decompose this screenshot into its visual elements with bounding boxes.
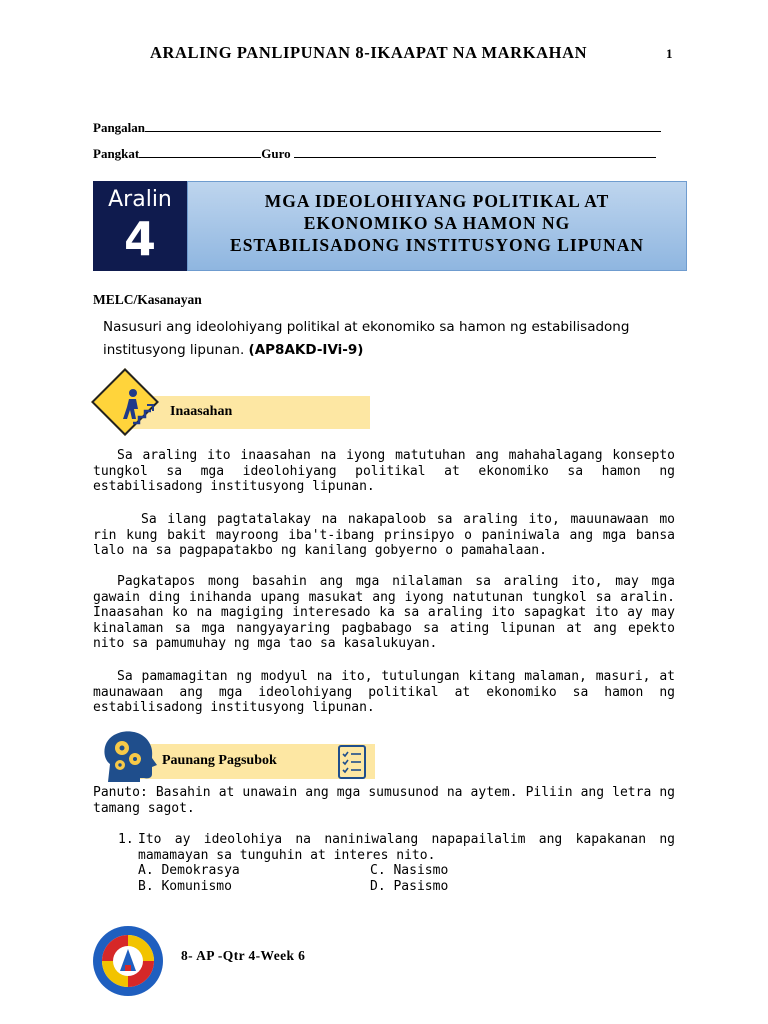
page-number: 1 — [666, 46, 673, 61]
inaasahan-paragraph: Sa araling ito inaasahan na iyong matutuhan ang mahahalagang konsepto tungkol sa mga ideolohiyang politikal at ekonomiko sa hamon ng estabilisadong institusyong lipunan. — [93, 448, 675, 495]
test-instructions: Panuto: Basahin at unawain ang mga sumusunod na aytem. Piliin ang letra ng tamang sagot. — [93, 785, 675, 816]
name-blank — [145, 120, 661, 132]
question-text: Ito ay ideolohiya na naniniwalang napapailalim ang kapakanan ng mamamayan sa tunguhin at interes nito. — [138, 832, 675, 863]
melc-code: (AP8AKD-IVi-9) — [248, 342, 364, 358]
group-teacher-line — [93, 146, 656, 162]
teacher-blank — [294, 146, 656, 158]
checklist-icon — [338, 745, 366, 779]
group-blank — [139, 146, 261, 158]
teacher-label: Guro — [261, 146, 291, 161]
melc-label: MELC/Kasanayan — [93, 292, 202, 307]
name-line — [93, 120, 661, 136]
climbing-stairs-icon — [103, 379, 165, 441]
melc-description: Nasusuri ang ideolohiyang politikal at ekonomiko sa hamon ng estabilisadong institusyong lipunan. — [103, 319, 630, 358]
inaasahan-paragraph: Sa pamamagitan ng modyul na ito, tutulungan kitang malaman, masuri, at maunawaan ang mga ideolohiyang politikal at ekonomiko sa hamon ng estabilisadong institusyong lipunan. — [93, 669, 675, 716]
inaasahan-paragraph: Sa ilang pagtatalakay na nakapaloob sa araling ito, mauunawaan mo rin kung bakit mayroong iba't-ibang prinsipyo o paniniwala ang mga bansa lalo na sa pagpapatakbo ng kanilang gobyerno o pamahalaan. — [93, 512, 675, 559]
schools-division-office-seal — [92, 925, 164, 997]
choice-a: A. Demokrasya — [138, 863, 240, 878]
melc-text — [103, 316, 683, 362]
choice-d: D. Pasismo — [370, 879, 449, 894]
lesson-title-line: EKONOMIKO SA HAMON NG — [303, 213, 571, 233]
choice-b: B. Komunismo — [138, 879, 232, 894]
document-header-title: ARALING PANLIPUNAN 8-IKAAPAT NA MARKAHAN — [150, 43, 588, 62]
lesson-title-line: MGA IDEOLOHIYANG POLITIKAL AT — [264, 191, 610, 211]
group-label: Pangkat — [93, 146, 140, 161]
thinking-head-gears-icon — [100, 728, 160, 784]
paunang-pagsubok-label: Paunang Pagsubok — [162, 753, 277, 768]
lesson-number-box — [93, 181, 187, 271]
name-label: Pangalan — [93, 120, 146, 135]
lesson-title-line: ESTABILISADONG INSTITUSYONG LIPUNAN — [230, 235, 644, 255]
inaasahan-label: Inaasahan — [170, 404, 233, 419]
lesson-number: 4 — [123, 212, 156, 266]
inaasahan-paragraph: Pagkatapos mong basahin ang mga nilalaman sa araling ito, may mga gawain ding inihanda upang masukat ang iyong natutunan tungkol sa aralin. Inaasahan ko na magiging interesado ka sa araling ito sapagkat ito ay may kinalaman sa mga nangyayaring pagbabago sa ating lipunan at ang epekto nito sa pamumuhay ng mga tao sa kasalukuyan. — [93, 574, 675, 652]
choice-c: C. Nasismo — [370, 863, 449, 878]
lesson-label: Aralin — [108, 187, 172, 212]
lesson-title-box — [187, 181, 687, 271]
question-number: 1. — [118, 832, 134, 847]
footer-text: 8- AP -Qtr 4-Week 6 — [181, 948, 306, 963]
